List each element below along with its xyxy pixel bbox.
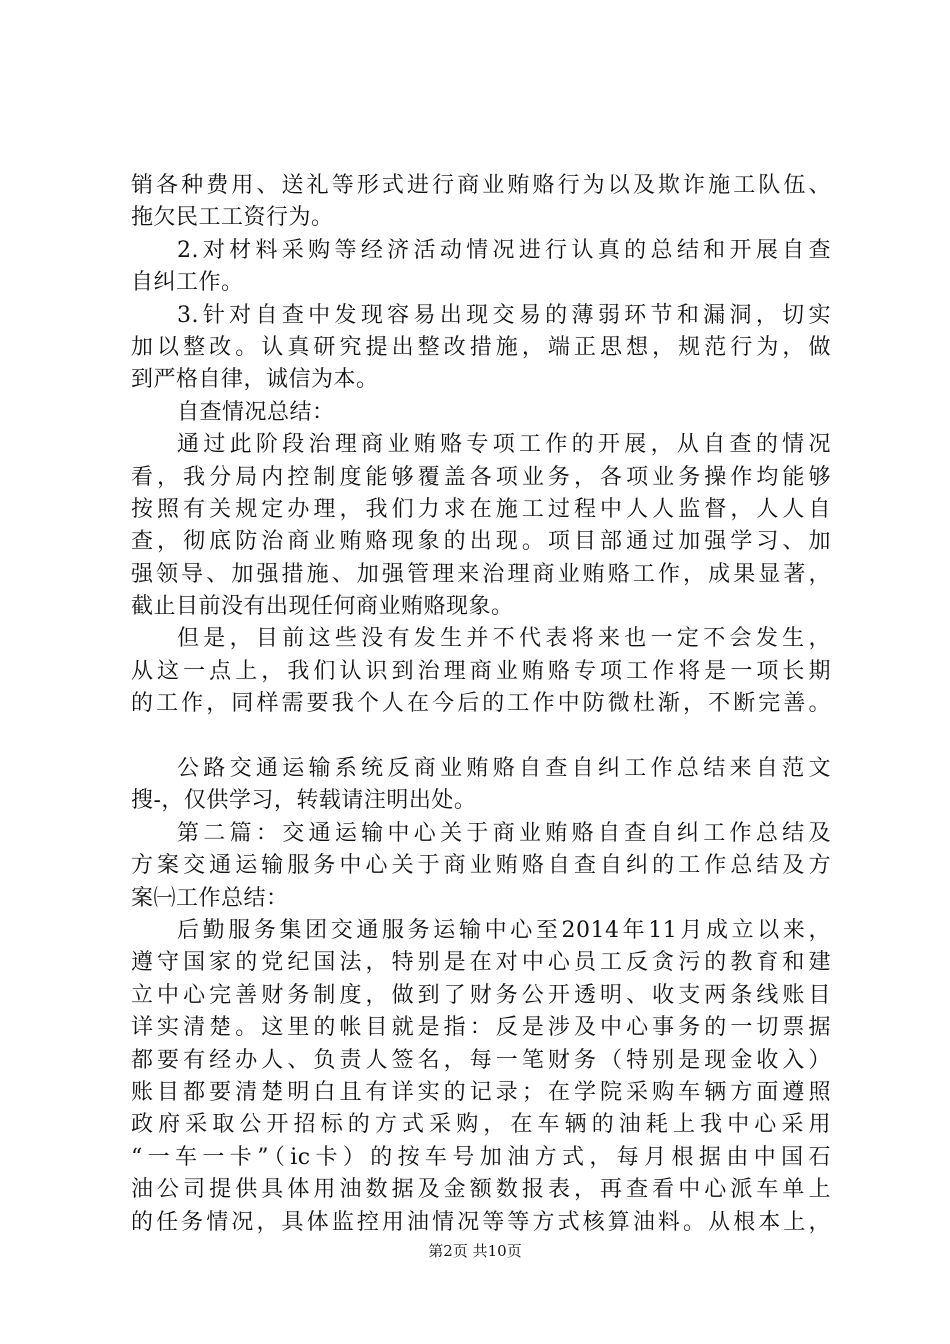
text-line: “一车一卡”（ic卡）的按车号加油方式，每月根据由中国石 <box>131 1144 831 1170</box>
document-body <box>131 170 831 1239</box>
text-line: 后勤服务集团交通服务运输中心至2014年11月成立以来， <box>177 917 831 943</box>
page-number: 第2页 共10页 <box>428 1242 522 1260</box>
text-line: 通过此阶段治理商业贿赂专项工作的开展，从自查的情况 <box>177 432 831 458</box>
text-line: 销各种费用、送礼等形式进行商业贿赂行为以及欺诈施工队伍、 <box>131 173 831 198</box>
text-line: 自纠工作。 <box>131 270 244 296</box>
text-line: 看，我分局内控制度能够覆盖各项业务，各项业务操作均能够 <box>131 464 831 490</box>
section-heading: 案㈠工作总结： <box>131 885 289 911</box>
text-line: 查，彻底防治商业贿赂现象的出现。项目部通过加强学习、加 <box>131 529 831 555</box>
text-line: 的工作，同样需要我个人在今后的工作中防微杜渐，不断完善。 <box>131 691 831 717</box>
text-line: 都要有经办人、负责人签名，每一笔财务（特别是现金收入） <box>131 1047 831 1073</box>
text-line: 但是，目前这些没有发生并不代表将来也一定不会发生， <box>177 626 831 652</box>
text-line: 的任务情况，具体监控用油情况等等方式核算油料。从根本上， <box>131 1209 831 1235</box>
text-line: 立中心完善财务制度，做到了财务公开透明、收支两条线账目 <box>131 982 831 1008</box>
text-line: 截止目前没有出现任何商业贿赂现象。 <box>131 594 514 620</box>
text-line: 油公司提供具体用油数据及金额数报表，再查看中心派车单上 <box>131 1177 831 1203</box>
text-line: 按照有关规定办理，我们力求在施工过程中人人监督，人人自 <box>131 496 831 522</box>
text-line: 账目都要清楚明白且有详实的记录；在学院采购车辆方面遵照 <box>131 1079 831 1105</box>
text-line: 公路交通运输系统反商业贿赂自查自纠工作总结来自范文 <box>177 756 831 782</box>
text-line: 拖欠民工工资行为。 <box>131 205 334 231</box>
text-line: 强领导、加强措施、加强管理来治理商业贿赂工作，成果显著， <box>131 561 831 587</box>
section-heading: 自查情况总结： <box>177 399 335 425</box>
text-line: 政府采取公开招标的方式采购，在车辆的油耗上我中心采用 <box>131 1112 831 1138</box>
text-line: 2.对材料采购等经济活动情况进行认真的总结和开展自查 <box>177 237 831 263</box>
text-line: 3.针对自查中发现容易出现交易的薄弱环节和漏洞，切实 <box>177 302 831 328</box>
section-heading: 方案交通运输服务中心关于商业贿赂自查自纠的工作总结及方 <box>131 853 831 879</box>
text-line: 从这一点上，我们认识到治理商业贿赂专项工作将是一项长期 <box>131 658 831 684</box>
text-line: 详实清楚。这里的帐目就是指：反是涉及中心事务的一切票据 <box>131 1015 831 1041</box>
section-heading: 第二篇：交通运输中心关于商业贿赂自查自纠工作总结及 <box>177 820 831 846</box>
text-line: 加以整改。认真研究提出整改措施，端正思想，规范行为，做 <box>131 334 831 360</box>
text-line: 到严格自律，诚信为本。 <box>131 367 379 393</box>
blank-line <box>131 721 831 753</box>
text-line: 搜-，仅供学习，转载请注明出处。 <box>131 788 477 814</box>
text-line: 遵守国家的党纪国法，特别是在对中心员工反贪污的教育和建 <box>131 950 831 976</box>
